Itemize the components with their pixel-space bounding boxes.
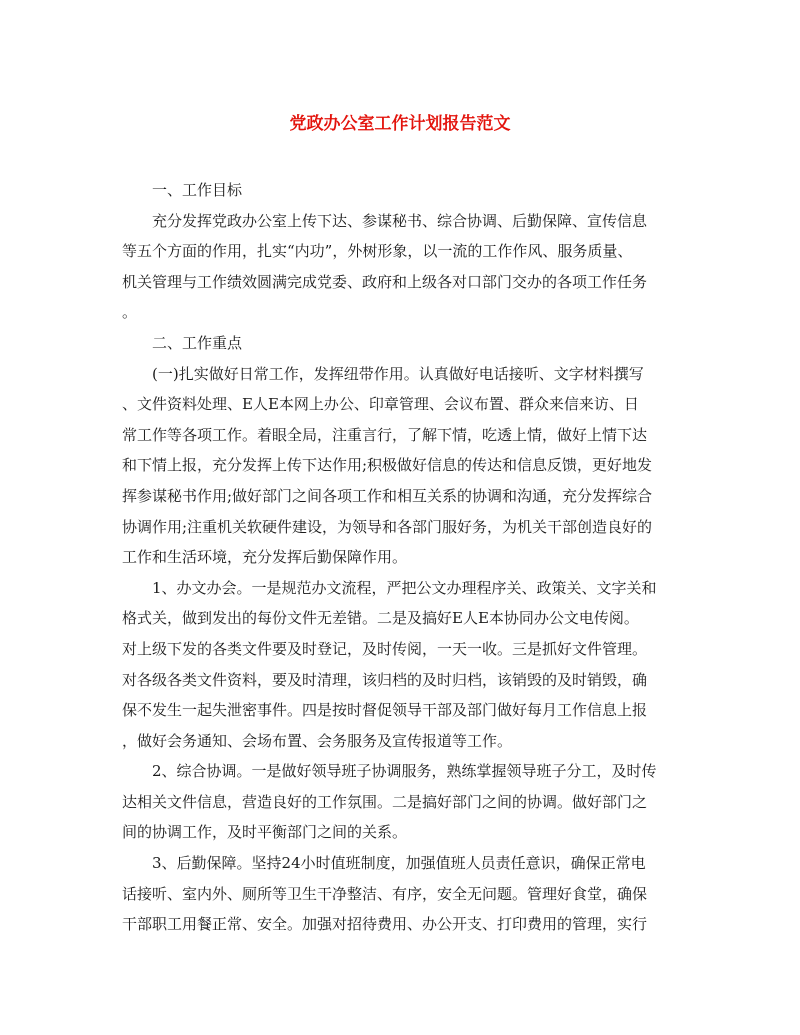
text-line: 、文件资料处理、E人E本网上办公、印章管理、会议布置、群众来信来访、日 — [122, 395, 639, 414]
paragraph-item-logistics — [122, 848, 682, 940]
section-heading-priorities: 二、工作重点 — [152, 333, 243, 352]
document-title: 党政办公室工作计划报告范文 — [289, 114, 511, 134]
text-line: 。 — [122, 303, 138, 322]
text-line: ，做好会务通知、会场布置、会务服务及宣传报道等工作。 — [122, 731, 513, 750]
text-line: 达相关文件信息，营造良好的工作氛围。二是搞好部门之间的协调。做好部门之 — [122, 792, 648, 811]
text-line: 常工作等各项工作。着眼全局，注重言行，了解下情，吃透上情，做好上情下达 — [122, 425, 648, 444]
paragraph-item-coordination — [122, 756, 682, 848]
text-line: 对上级下发的各类文件要及时登记，及时传阅，一天一收。三是抓好文件管理。 — [122, 639, 648, 658]
text-line: 3、后勤保障。坚持24小时值班制度，加强值班人员责任意识，确保正常电 — [152, 854, 646, 873]
section-heading-goals: 一、工作目标 — [152, 181, 243, 199]
paragraph-item-documents-meetings — [122, 573, 682, 757]
text-line: 干部职工用餐正常、安全。加强对招待费用、办公开支、打印费用的管理，实行 — [122, 915, 648, 934]
text-line: 工作和生活环境，充分发挥后勤保障作用。 — [122, 548, 408, 567]
text-line: 格式关，做到发出的每份文件无差错。二是及搞好E人E本协同办公文电传阅。 — [122, 609, 639, 628]
paragraph-daily-work — [122, 359, 682, 573]
text-line: 2、综合协调。一是做好领导班子协调服务，熟练掌握领导班子分工，及时传 — [152, 762, 657, 781]
text-line: 对各级各类文件资料，要及时清理，该归档的及时归档，该销毁的及时销毁，确 — [122, 670, 648, 689]
text-line: 充分发挥党政办公室上传下达、参谋秘书、综合协调、后勤保障、宣传信息 — [152, 211, 648, 230]
text-line: (一)扎实做好日常工作，发挥纽带作用。认真做好电话接听、文字材料撰写 — [152, 364, 644, 383]
text-line: 协调作用;注重机关软硬件建设，为领导和各部门服好务，为机关干部创造良好的 — [122, 517, 653, 536]
text-line: 和下情上报，充分发挥上传下达作用;积极做好信息的传达和信息反馈，更好地发 — [122, 456, 653, 475]
text-line: 间的协调工作，及时平衡部门之间的关系。 — [122, 823, 408, 842]
text-line: 挥参谋秘书作用;做好部门之间各项工作和相互关系的协调和沟通，充分发挥综合 — [122, 486, 653, 505]
text-line: 等五个方面的作用，扎实“内功”，外树形象，以一流的工作作风、服务质量、 — [122, 242, 633, 261]
text-line: 机关管理与工作绩效圆满完成党委、政府和上级各对口部门交办的各项工作任务 — [122, 272, 648, 291]
paragraph-goals — [122, 206, 682, 328]
text-line: 保不发生一起失泄密事件。四是按时督促领导干部及部门做好每月工作信息上报 — [122, 701, 648, 720]
text-line: 1、办文办会。一是规范办文流程，严把公文办理程序关、政策关、文字关和 — [152, 578, 657, 597]
document-body — [122, 175, 682, 940]
text-line: 话接听、室内外、厕所等卫生干净整洁、有序，安全无问题。管理好食堂，确保 — [122, 884, 648, 903]
